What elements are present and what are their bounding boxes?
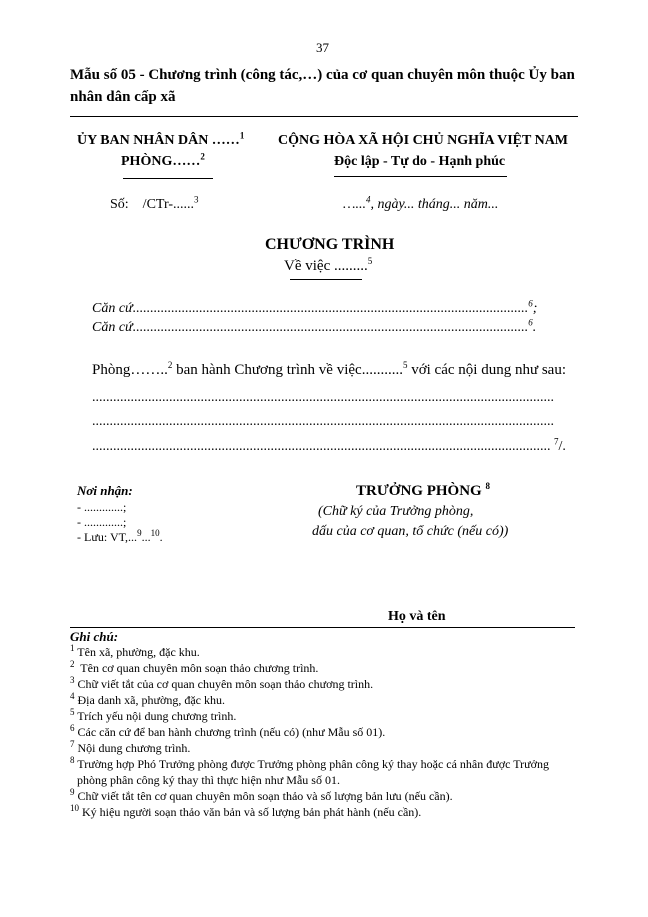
footnote-ref: 2 — [200, 151, 205, 162]
note-text: Ký hiệu người soạn thảo văn bản và số lượng bản phát hành (nếu cần). — [79, 805, 422, 819]
note-text: Địa danh xã, phường, đặc khu. — [74, 693, 225, 707]
note-item — [70, 677, 373, 692]
basis-end: ; — [532, 301, 538, 316]
content-end: /. — [558, 439, 566, 454]
note-text: Nội dung chương trình. — [74, 741, 191, 755]
body-intro-part1: Phòng…….. — [92, 362, 168, 378]
motto-underline — [334, 176, 507, 177]
form-heading-line2: nhân dân cấp xã — [70, 89, 176, 105]
note-text: Trường hợp Phó Trưởng phòng được Trưởng phòng phân công ký thay hoặc cá nhân được Trưởng — [74, 757, 549, 771]
content-line-3 — [92, 436, 566, 455]
note-item — [70, 789, 453, 804]
notes-top-rule — [70, 627, 575, 628]
place-date-prefix: …... — [343, 197, 366, 212]
footnote-ref: 5 — [367, 256, 373, 266]
national-title: CỘNG HÒA XÃ HỘI CHỦ NGHĨA VIỆT NAM — [278, 133, 569, 148]
footnote-number: 10 — [70, 803, 79, 813]
notes-label: Ghi chú: — [70, 629, 119, 644]
note-text: Tên cơ quan chuyên môn soạn thảo chương trình. — [74, 661, 319, 675]
footnote-ref: 5 — [402, 360, 408, 370]
note-item-continuation — [77, 773, 340, 788]
note-text: Các căn cứ để ban hành chương trình (nếu có) (như Mẫu số 01). — [74, 725, 386, 739]
subject-underline — [290, 279, 362, 280]
signer-note-1: (Chữ ký của Trưởng phòng, — [318, 504, 474, 519]
content-line-2: .................................................................................................................................... — [92, 414, 554, 429]
body-intro-part3: với các nội dung như sau: — [407, 362, 566, 378]
footnote-number: 3 — [70, 675, 75, 685]
footnote-number: 7 — [70, 739, 75, 749]
footnote-ref: 3 — [194, 194, 199, 205]
body-intro-part2: ban hành Chương trình về việc........... — [172, 362, 403, 378]
footnote-ref: 6 — [528, 317, 533, 328]
basis-line-1 — [92, 298, 538, 317]
footnote-ref: 8 — [485, 481, 490, 491]
recipient-item: - .............; — [77, 500, 127, 514]
footnote-number: 2 — [70, 659, 75, 669]
basis-line-2 — [92, 317, 537, 336]
document-subject-text: Về việc ......... — [284, 258, 368, 274]
note-text: Tên xã, phường, đặc khu. — [74, 645, 200, 659]
document-number-text: Số: /CTr-...... — [110, 197, 195, 212]
heading-rule — [70, 116, 578, 117]
issuer-line2-text: PHÒNG…… — [121, 154, 201, 169]
note-text: Chữ viết tắt tên cơ quan chuyên môn soạn thảo và số lượng bản lưu (nếu cần). — [74, 789, 453, 803]
footnote-number: 1 — [70, 643, 75, 653]
footnote-ref: 2 — [167, 360, 173, 370]
note-item — [70, 725, 385, 740]
note-text: Trích yếu nội dung chương trình. — [74, 709, 237, 723]
footnote-ref: 6 — [528, 298, 533, 309]
issuer-underline — [123, 178, 213, 179]
note-text: Chữ viết tắt của cơ quan chuyên môn soạn thảo chương trình. — [74, 677, 374, 691]
storage-mid: ... — [141, 530, 151, 544]
signer-title — [356, 483, 490, 500]
basis-text: Căn cứ................................................................................................................. — [92, 301, 529, 316]
footnote-ref: 1 — [239, 130, 245, 141]
basis-text: Căn cứ................................................................................................................. — [92, 320, 529, 335]
basis-end: . — [532, 320, 537, 335]
storage-end: . — [159, 530, 163, 544]
signer-name: Họ và tên — [388, 609, 446, 624]
footnote-ref: 10 — [150, 528, 160, 538]
footnote-number: 8 — [70, 755, 75, 765]
recipients-label: Nơi nhận: — [77, 483, 133, 498]
signer-title-text: TRƯỞNG PHÒNG — [356, 483, 482, 499]
footnote-ref: 7 — [554, 436, 559, 447]
recipient-item: - .............; — [77, 515, 127, 529]
note-item — [70, 709, 236, 724]
issuer-line1 — [77, 130, 245, 149]
document-title: CHƯƠNG TRÌNH — [265, 236, 395, 253]
page-number: 37 — [316, 40, 329, 55]
content-line-3-text: ................................................................................................................................... — [92, 439, 551, 454]
body-intro — [92, 362, 566, 379]
note-item — [70, 741, 190, 756]
note-item — [70, 693, 225, 708]
footnote-ref: 9 — [137, 528, 142, 538]
issuer-line1-text: ỦY BAN NHÂN DÂN …… — [77, 133, 240, 148]
note-item — [70, 661, 318, 676]
document-subject — [284, 258, 372, 275]
content-line-1: .................................................................................................................................... — [92, 390, 554, 405]
storage-text: - Lưu: VT,... — [77, 530, 138, 544]
place-date — [343, 194, 499, 213]
note-item — [70, 757, 549, 772]
footnote-number: 5 — [70, 707, 75, 717]
footnote-number: 9 — [70, 787, 75, 797]
storage-line — [77, 530, 163, 545]
footnote-number: 6 — [70, 723, 75, 733]
footnote-number: 4 — [70, 691, 75, 701]
issuer-line2 — [121, 151, 205, 170]
document-number — [110, 194, 199, 213]
place-date-text: , ngày... tháng... năm... — [370, 197, 499, 212]
note-item — [70, 645, 200, 660]
footnote-ref: 4 — [365, 194, 371, 205]
signer-note-2: dấu của cơ quan, tổ chức (nếu có)) — [312, 524, 509, 539]
note-item — [70, 805, 421, 820]
national-motto: Độc lập - Tự do - Hạnh phúc — [334, 154, 506, 169]
note-text: phòng phân công ký thay thì thực hiện như Mẫu số 01. — [77, 773, 340, 787]
form-heading-line1: Mẫu số 05 - Chương trình (công tác,…) của cơ quan chuyên môn thuộc Ủy ban — [70, 67, 575, 83]
